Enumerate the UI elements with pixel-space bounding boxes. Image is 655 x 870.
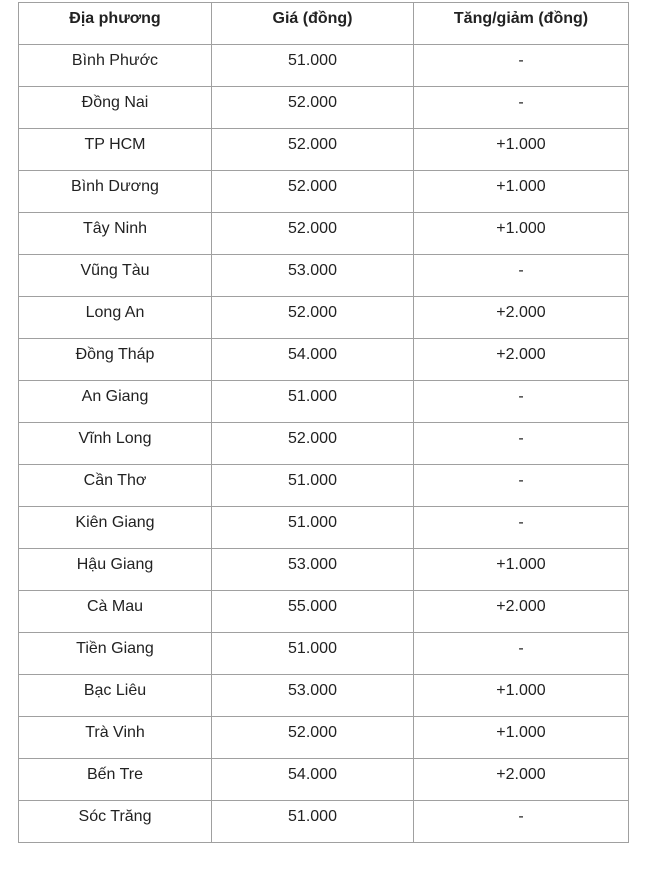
change-cell: - [414,423,629,465]
region-cell: Vĩnh Long [19,423,212,465]
price-cell: 52.000 [212,297,414,339]
change-cell: +2.000 [414,339,629,381]
price-table [18,2,629,843]
table-row [19,675,629,717]
table-row [19,423,629,465]
change-cell: +2.000 [414,591,629,633]
header-price: Giá (đồng) [212,3,414,45]
price-cell: 53.000 [212,549,414,591]
change-cell: +1.000 [414,171,629,213]
header-row [19,3,629,45]
price-cell: 52.000 [212,213,414,255]
region-cell: Bạc Liêu [19,675,212,717]
price-cell: 55.000 [212,591,414,633]
change-cell: - [414,465,629,507]
price-cell: 54.000 [212,759,414,801]
region-cell: Đồng Nai [19,87,212,129]
table-row [19,549,629,591]
table-row [19,507,629,549]
change-cell: +1.000 [414,129,629,171]
price-cell: 51.000 [212,465,414,507]
price-cell: 51.000 [212,633,414,675]
change-cell: - [414,507,629,549]
change-cell: +2.000 [414,759,629,801]
table-row [19,633,629,675]
table-row [19,129,629,171]
region-cell: Sóc Trăng [19,801,212,843]
region-cell: Đồng Tháp [19,339,212,381]
header-region: Địa phương [19,3,212,45]
region-cell: Cần Thơ [19,465,212,507]
change-cell: +1.000 [414,717,629,759]
price-cell: 51.000 [212,45,414,87]
price-cell: 53.000 [212,675,414,717]
change-cell: +1.000 [414,213,629,255]
change-cell: - [414,381,629,423]
price-cell: 53.000 [212,255,414,297]
change-cell: +2.000 [414,297,629,339]
change-cell: - [414,45,629,87]
table-row [19,339,629,381]
price-cell: 52.000 [212,423,414,465]
table-row [19,759,629,801]
price-cell: 51.000 [212,381,414,423]
region-cell: Kiên Giang [19,507,212,549]
table-row [19,591,629,633]
table-row [19,213,629,255]
price-cell: 52.000 [212,717,414,759]
price-cell: 51.000 [212,507,414,549]
table-row [19,381,629,423]
change-cell: - [414,87,629,129]
region-cell: Vũng Tàu [19,255,212,297]
table-row [19,87,629,129]
table-row [19,171,629,213]
region-cell: Bình Phước [19,45,212,87]
table-row [19,801,629,843]
change-cell: +1.000 [414,549,629,591]
price-cell: 52.000 [212,129,414,171]
region-cell: Bình Dương [19,171,212,213]
region-cell: Bến Tre [19,759,212,801]
region-cell: TP HCM [19,129,212,171]
region-cell: Tiền Giang [19,633,212,675]
price-cell: 54.000 [212,339,414,381]
region-cell: Hậu Giang [19,549,212,591]
region-cell: Long An [19,297,212,339]
region-cell: An Giang [19,381,212,423]
region-cell: Cà Mau [19,591,212,633]
price-cell: 52.000 [212,171,414,213]
table-row [19,717,629,759]
table-row [19,465,629,507]
table-row [19,45,629,87]
table-row [19,255,629,297]
change-cell: +1.000 [414,675,629,717]
header-change: Tăng/giảm (đồng) [414,3,629,45]
region-cell: Tây Ninh [19,213,212,255]
region-cell: Trà Vinh [19,717,212,759]
change-cell: - [414,633,629,675]
change-cell: - [414,801,629,843]
change-cell: - [414,255,629,297]
table-row [19,297,629,339]
price-cell: 51.000 [212,801,414,843]
price-cell: 52.000 [212,87,414,129]
